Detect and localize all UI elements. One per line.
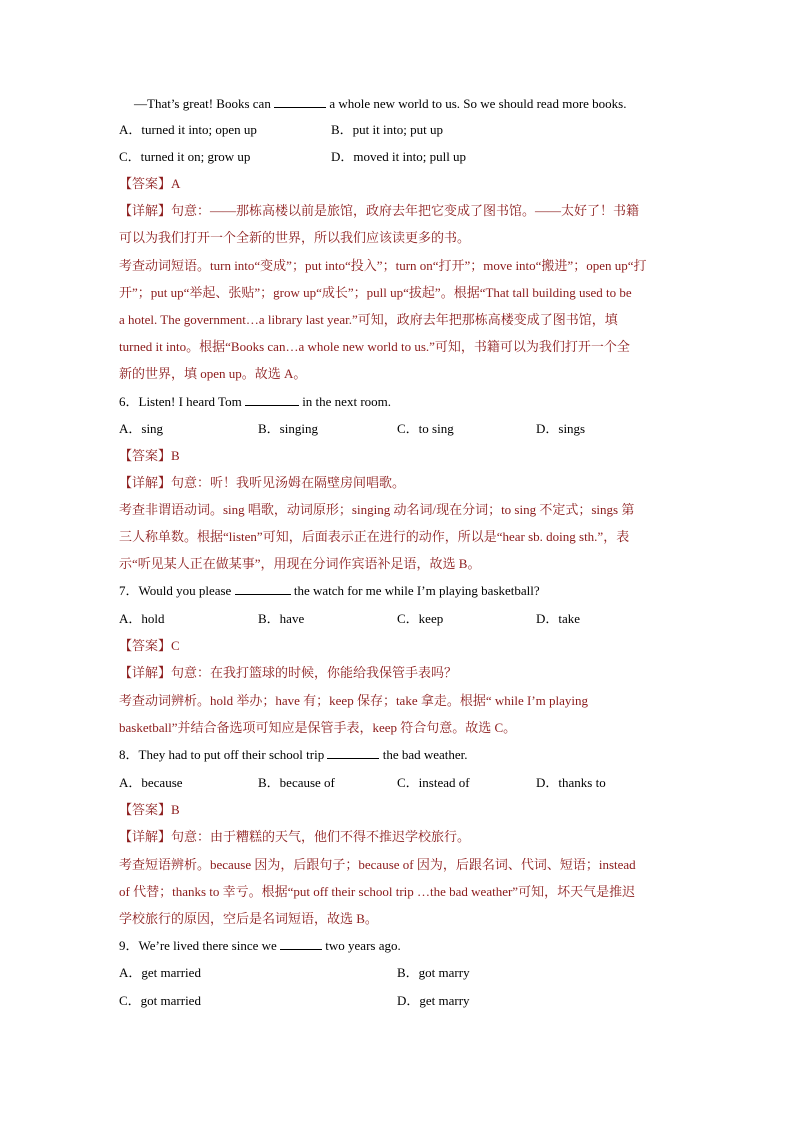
stem-text: the bad weather. (379, 747, 468, 762)
analysis-line: 可以为我们打开一个全新的世界，所以我们应该读更多的书。 (119, 230, 471, 245)
option-b: B．have (258, 611, 305, 626)
option-c: C．instead of (397, 775, 470, 790)
option-a: A．sing (119, 421, 164, 436)
option-c: C．to sing (397, 421, 454, 436)
question-8-stem (119, 746, 468, 764)
stem-text: —That’s great! Books can (134, 96, 275, 111)
option-b: B．because of (258, 775, 335, 790)
answer-blank (245, 393, 299, 406)
option-d: D．get marry (397, 993, 470, 1008)
option-c: C．turned it on; grow up (119, 149, 251, 164)
answer-line: 【答案】C (119, 638, 180, 653)
analysis-line: of 代替；thanks to 幸亏。根据“put off their school trip …the bad weather”可知，坏天气是推迟 (119, 884, 636, 899)
option-d: D．sings (536, 421, 586, 436)
stem-text: the watch for me while I’m playing basketball? (290, 583, 540, 598)
analysis-line: a hotel. The government…a library last year.”可知，政府去年把那栋高楼变成了图书馆，填 (119, 312, 618, 327)
stem-text: two years ago. (322, 938, 401, 953)
option-d: D．thanks to (536, 775, 606, 790)
question-6-stem (119, 393, 391, 411)
stem-text: 8．They had to put off their school trip (119, 747, 328, 762)
stem-text: 6．Listen! I heard Tom (119, 394, 245, 409)
analysis-line: 【详解】句意：由于糟糕的天气，他们不得不推迟学校旅行。 (119, 829, 471, 844)
option-a: A．get married (119, 965, 201, 980)
option-b: B．got marry (397, 965, 470, 980)
analysis-line: 新的世界，填 open up。故选 A。 (119, 366, 307, 381)
analysis-line: 考查非谓语动词。sing 唱歌，动词原形；singing 动名词/现在分词；to sing 不定式；sings 第 (119, 502, 635, 517)
analysis-line: 【详解】句意：听！我听见汤姆在隔壁房间唱歌。 (119, 475, 406, 490)
analysis-line: 示“听见某人正在做某事”，用现在分词作宾语补足语，故选 B。 (119, 556, 481, 571)
answer-line: 【答案】B (119, 448, 180, 463)
analysis-line: 考查动词辨析。hold 举办；have 有；keep 保存；take 拿走。根据“ while I’m playing (119, 693, 589, 708)
answer-blank (280, 937, 322, 950)
analysis-line: basketball”并结合备选项可知应是保管手表，keep 符合句意。故选 C。 (119, 720, 517, 735)
analysis-line: 【详解】句意：在我打篮球的时候，你能给我保管手表吗？ (119, 665, 458, 680)
stem-text: a whole new world to us. So we should read more books. (326, 96, 627, 111)
stem-text: 7．Would you please (119, 583, 235, 598)
option-d: D．take (536, 611, 581, 626)
analysis-line: 开”；put up“举起、张贴”；grow up“成长”；pull up“拔起”。根据“That tall building used to be (119, 285, 632, 300)
question-5-stem (134, 95, 626, 113)
analysis-line: 考查动词短语。turn into“变成”；put into“投入”；turn on“打开”；move into“搬进”；open up“打 (119, 258, 647, 273)
answer-line: 【答案】A (119, 176, 181, 191)
analysis-line: 【详解】句意：——那栋高楼以前是旅馆，政府去年把它变成了图书馆。——太好了！书籍 (119, 203, 640, 218)
answer-blank (235, 582, 291, 595)
option-c: C．keep (397, 611, 444, 626)
answer-blank (274, 95, 326, 108)
answer-line: 【答案】B (119, 802, 180, 817)
question-9-stem (119, 937, 401, 955)
stem-text: 9．We’re lived there since we (119, 938, 281, 953)
option-a: A．because (119, 775, 183, 790)
stem-text: in the next room. (298, 394, 392, 409)
analysis-line: 学校旅行的原因，空后是名词短语，故选 B。 (119, 911, 378, 926)
option-b: B．put it into; put up (331, 122, 443, 137)
analysis-line: turned it into。根据“Books can…a whole new world to us.”可知，书籍可以为我们打开一个全 (119, 339, 630, 354)
option-c: C．got married (119, 993, 201, 1008)
option-a: A．hold (119, 611, 165, 626)
option-b: B．singing (258, 421, 318, 436)
analysis-line: 三人称单数。根据“listen”可知，后面表示正在进行的动作，所以是“hear sb. doing sth.”，表 (119, 529, 630, 544)
answer-blank (327, 746, 379, 759)
question-7-stem (119, 582, 540, 600)
option-a: A．turned it into; open up (119, 122, 257, 137)
option-d: D．moved it into; pull up (331, 149, 467, 164)
analysis-line: 考查短语辨析。because 因为，后跟句子；because of 因为，后跟名词、代词、短语；instead (119, 857, 636, 872)
